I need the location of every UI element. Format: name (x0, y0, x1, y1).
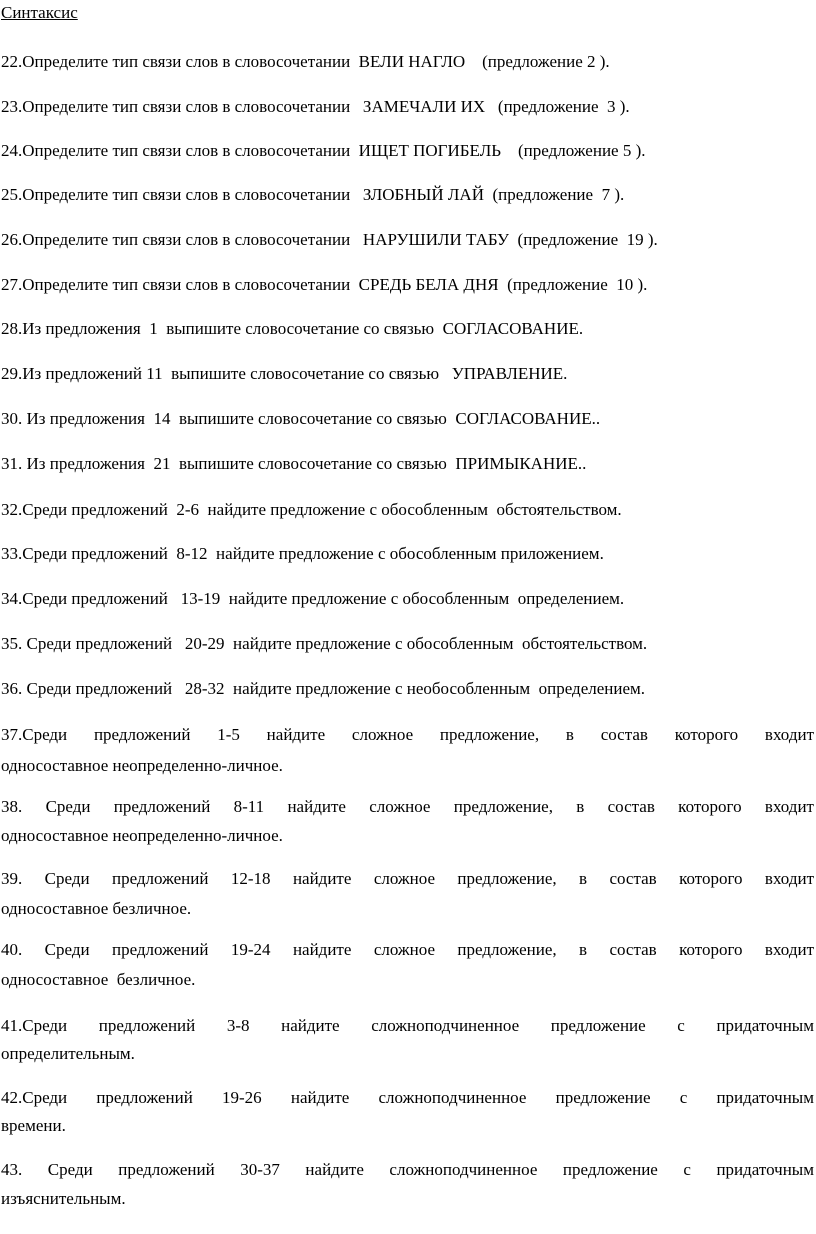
task-26: 26.Определите тип связи слов в словосочетании НАРУШИЛИ ТАБУ (предложение 19 ). (1, 230, 658, 249)
task-30: 30. Из предложения 14 выпишите словосочетание со связью СОГЛАСОВАНИЕ.. (1, 409, 601, 428)
task-37-line-2: односоставное неопределенно-личное. (1, 756, 283, 775)
task-40-line-2: односоставное безличное. (1, 970, 196, 989)
task-42-line-2: времени. (1, 1116, 66, 1135)
task-24: 24.Определите тип связи слов в словосочетании ИЩЕТ ПОГИБЕЛЬ (предложение 5 ). (1, 141, 646, 160)
page-title: Синтаксис (1, 3, 78, 22)
task-43-line-1: 43. Среди предложений 30-37 найдите сложноподчиненное предложение с придаточным (1, 1160, 814, 1179)
task-38-line-1: 38. Среди предложений 8-11 найдите сложное предложение, в состав которого входит (1, 797, 814, 816)
task-39-line-2: односоставное безличное. (1, 899, 192, 918)
task-35: 35. Среди предложений 20-29 найдите предложение с обособленным обстоятельством. (1, 634, 648, 653)
task-41-line-2: определительным. (1, 1044, 135, 1063)
task-42-line-1: 42.Среди предложений 19-26 найдите сложноподчиненное предложение с придаточным (1, 1088, 814, 1107)
task-28: 28.Из предложения 1 выпишите словосочетание со связью СОГЛАСОВАНИЕ. (1, 319, 584, 338)
task-33: 33.Среди предложений 8-12 найдите предложение с обособленным приложением. (1, 544, 604, 563)
task-34: 34.Среди предложений 13-19 найдите предложение с обособленным определением. (1, 589, 625, 608)
task-43-line-2: изъяснительным. (1, 1189, 126, 1208)
task-31: 31. Из предложения 21 выпишите словосочетание со связью ПРИМЫКАНИЕ.. (1, 454, 587, 473)
task-25: 25.Определите тип связи слов в словосочетании ЗЛОБНЫЙ ЛАЙ (предложение 7 ). (1, 185, 625, 204)
task-36: 36. Среди предложений 28-32 найдите предложение с необособленным определением. (1, 679, 646, 698)
task-23: 23.Определите тип связи слов в словосочетании ЗАМЕЧАЛИ ИХ (предложение 3 ). (1, 97, 630, 116)
task-37-line-1: 37.Среди предложений 1-5 найдите сложное предложение, в состав которого входит (1, 725, 814, 744)
task-38-line-2: односоставное неопределенно-личное. (1, 826, 283, 845)
task-32: 32.Среди предложений 2-6 найдите предложение с обособленным обстоятельством. (1, 500, 622, 519)
task-22: 22.Определите тип связи слов в словосочетании ВЕЛИ НАГЛО (предложение 2 ). (1, 52, 610, 71)
task-27: 27.Определите тип связи слов в словосочетании СРЕДЬ БЕЛА ДНЯ (предложение 10 ). (1, 275, 648, 294)
task-40-line-1: 40. Среди предложений 19-24 найдите сложное предложение, в состав которого входит (1, 940, 814, 959)
task-41-line-1: 41.Среди предложений 3-8 найдите сложноподчиненное предложение с придаточным (1, 1016, 814, 1035)
task-39-line-1: 39. Среди предложений 12-18 найдите сложное предложение, в состав которого входит (1, 869, 814, 888)
task-29: 29.Из предложений 11 выпишите словосочетание со связью УПРАВЛЕНИЕ. (1, 364, 568, 383)
